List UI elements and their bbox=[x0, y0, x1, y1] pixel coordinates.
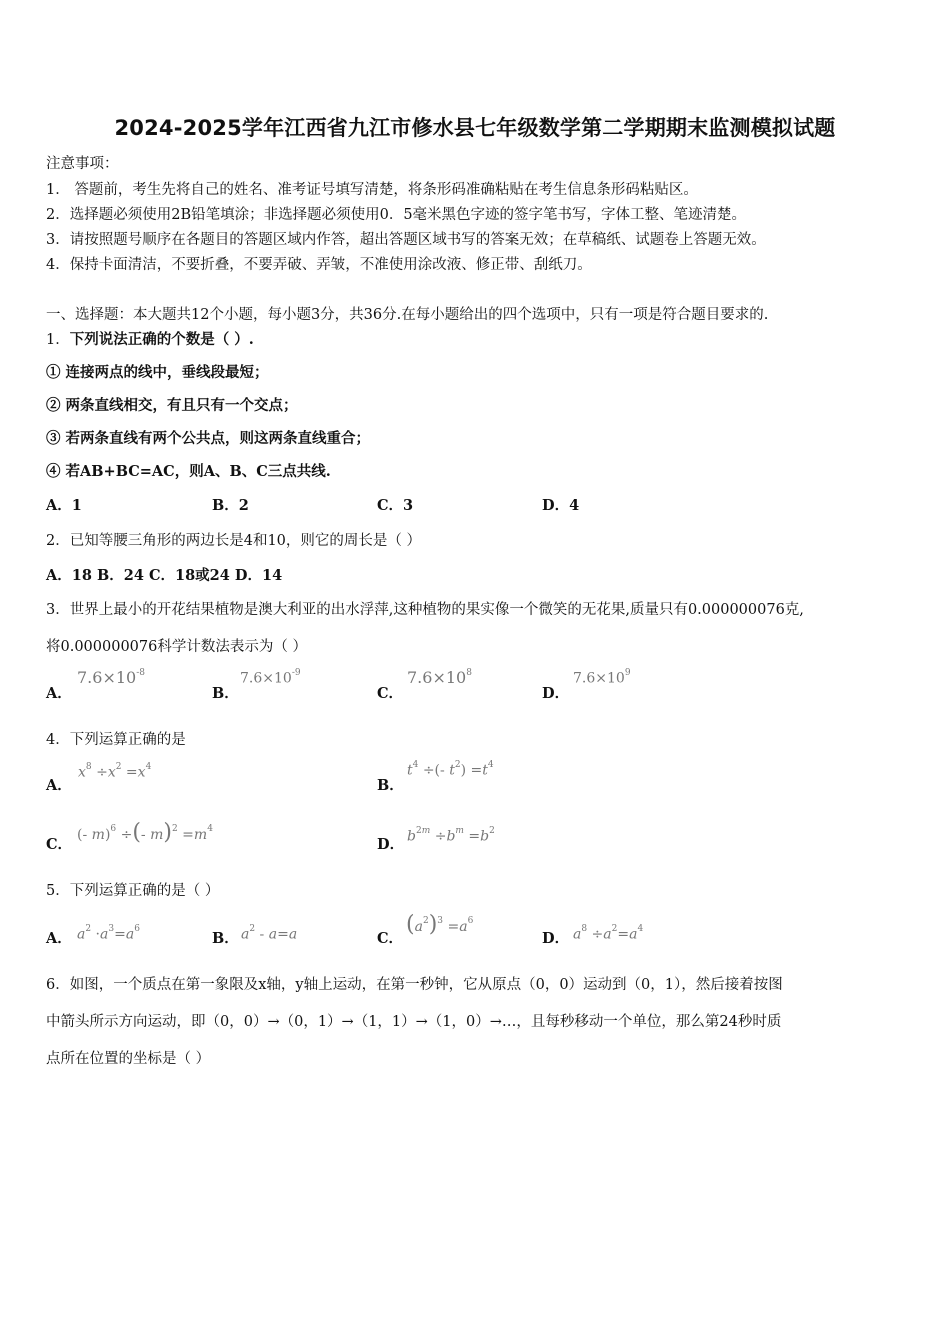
q5-option-a-math: $a^2 \cdot a^3=a^6$ bbox=[77, 924, 140, 943]
q5-option-a: A． bbox=[46, 930, 72, 947]
question-number: 4． bbox=[46, 732, 70, 748]
notice-heading: 注意事项： bbox=[46, 156, 119, 172]
q4-option-b-math: $t^4$ ÷(- $t^2) =t^4$ bbox=[407, 760, 494, 779]
q5-option-d-math: $a^8 \div a^2=a^4$ bbox=[573, 924, 644, 943]
q5-option-b-math: $a^2 - a=a$ bbox=[241, 924, 298, 943]
q5-option-c-math: $(a^2)^3 =a^6$ bbox=[406, 912, 474, 937]
question-stem-continued: 点所在位置的坐标是（ ） bbox=[46, 1051, 211, 1067]
question-6 bbox=[46, 973, 783, 994]
q1-option-d: D．4 bbox=[542, 497, 580, 514]
q2-options: A．18 B．24 C．18或24 D．14 bbox=[46, 567, 283, 584]
question-stem: 下列运算正确的是（ ） bbox=[69, 883, 220, 899]
q4-option-c-math: (- m)$^6$ ÷(- $m)^2 =m^4$ bbox=[77, 820, 213, 845]
question-1 bbox=[46, 328, 254, 349]
notice-item: 4．保持卡面清洁，不要折叠，不要弄破、弄皱，不准使用涂改液、修正带、刮纸刀。 bbox=[46, 257, 592, 273]
question-2 bbox=[46, 529, 421, 550]
q4-option-b: B． bbox=[377, 777, 404, 794]
question-stem: 如图，一个质点在第一象限及x轴，y轴上运动，在第一秒钟，它从原点（0，0）运动到（0，1），然后接着按图 bbox=[69, 977, 783, 993]
question-5 bbox=[46, 879, 219, 900]
q3-option-c: C． bbox=[377, 685, 404, 702]
q1-option-a: A．1 bbox=[46, 497, 82, 514]
q5-option-c: C． bbox=[377, 930, 404, 947]
notice-item: 3．请按照题号顺序在各题目的答题区域内作答，超出答题区域书写的答案无效；在草稿纸、试题卷上答题无效。 bbox=[46, 232, 766, 248]
q3-option-d-math: $7.6\times 10^9$ bbox=[573, 668, 631, 687]
q3-option-b: B． bbox=[212, 685, 239, 702]
q1-statement: ① 连接两点的线中，垂线段最短； bbox=[46, 364, 269, 381]
q4-option-c: C． bbox=[46, 836, 73, 853]
section-heading: 一、选择题：本大题共12个小题，每小题3分，共36分.在每小题给出的四个选项中，只有一项是符合题目要求的. bbox=[46, 307, 769, 323]
q1-statement: ④ 若AB+BC=AC，则A、B、C三点共线. bbox=[46, 463, 331, 480]
q3-option-a-math: $7.6\times 10^{-8}$ bbox=[77, 667, 145, 687]
question-stem: 下列说法正确的个数是（ ）. bbox=[69, 331, 254, 348]
question-number: 5． bbox=[46, 883, 70, 899]
question-stem: 下列运算正确的是 bbox=[69, 732, 186, 748]
question-number: 6． bbox=[46, 977, 70, 993]
page-title: 2024-2025学年江西省九江市修水县七年级数学第二学期期末监测模拟试题 bbox=[114, 116, 836, 140]
q1-statement: ③ 若两条直线有两个公共点，则这两条直线重合； bbox=[46, 430, 371, 447]
question-stem: 已知等腰三角形的两边长是4和10，则它的周长是（ ） bbox=[69, 533, 422, 549]
q3-option-d: D． bbox=[542, 685, 570, 702]
q4-option-a-math: $x^8 \div x^2 =x^4$ bbox=[78, 762, 152, 781]
question-number: 2． bbox=[46, 533, 70, 549]
notice-item: 1． 答题前，考生先将自己的姓名、准考证号填写清楚，将条形码准确粘贴在考生信息条形码粘贴区。 bbox=[46, 182, 698, 198]
q5-option-d: D． bbox=[542, 930, 570, 947]
q4-option-d: D． bbox=[377, 836, 405, 853]
q3-option-a: A． bbox=[46, 685, 72, 702]
q3-option-b-math: $7.6\times 10^{-9}$ bbox=[240, 668, 301, 687]
notice-item: 2．选择题必须使用2B铅笔填涂；非选择题必须使用0．5毫米黑色字迹的签字笔书写，字体工整、笔迹清楚。 bbox=[46, 207, 747, 223]
question-stem: 世界上最小的开花结果植物是澳大利亚的出水浮萍,这种植物的果实像一个微笑的无花果,质量只有0.000000076克, bbox=[69, 602, 804, 618]
q1-option-b: B．2 bbox=[212, 497, 249, 514]
q1-statement: ② 两条直线相交，有且只有一个交点； bbox=[46, 397, 298, 414]
question-number: 3． bbox=[46, 602, 70, 618]
question-stem-continued: 将0.000000076科学计数法表示为（ ） bbox=[46, 639, 307, 655]
q1-option-c: C．3 bbox=[377, 497, 414, 514]
question-number: 1． bbox=[46, 332, 70, 348]
q4-option-d-math: $b^{2m} \div b^m =b^2$ bbox=[407, 826, 495, 845]
q5-option-b: B． bbox=[212, 930, 239, 947]
question-4 bbox=[46, 728, 186, 749]
question-stem-continued: 中箭头所示方向运动，即（0，0）→（0，1）→（1，1）→（1，0）→…，且每秒移动一个单位，那么第24秒时质 bbox=[46, 1014, 782, 1030]
q4-option-a: A． bbox=[46, 777, 72, 794]
q3-option-c-math: $7.6\times 10^8$ bbox=[407, 667, 472, 687]
question-3 bbox=[46, 598, 804, 619]
